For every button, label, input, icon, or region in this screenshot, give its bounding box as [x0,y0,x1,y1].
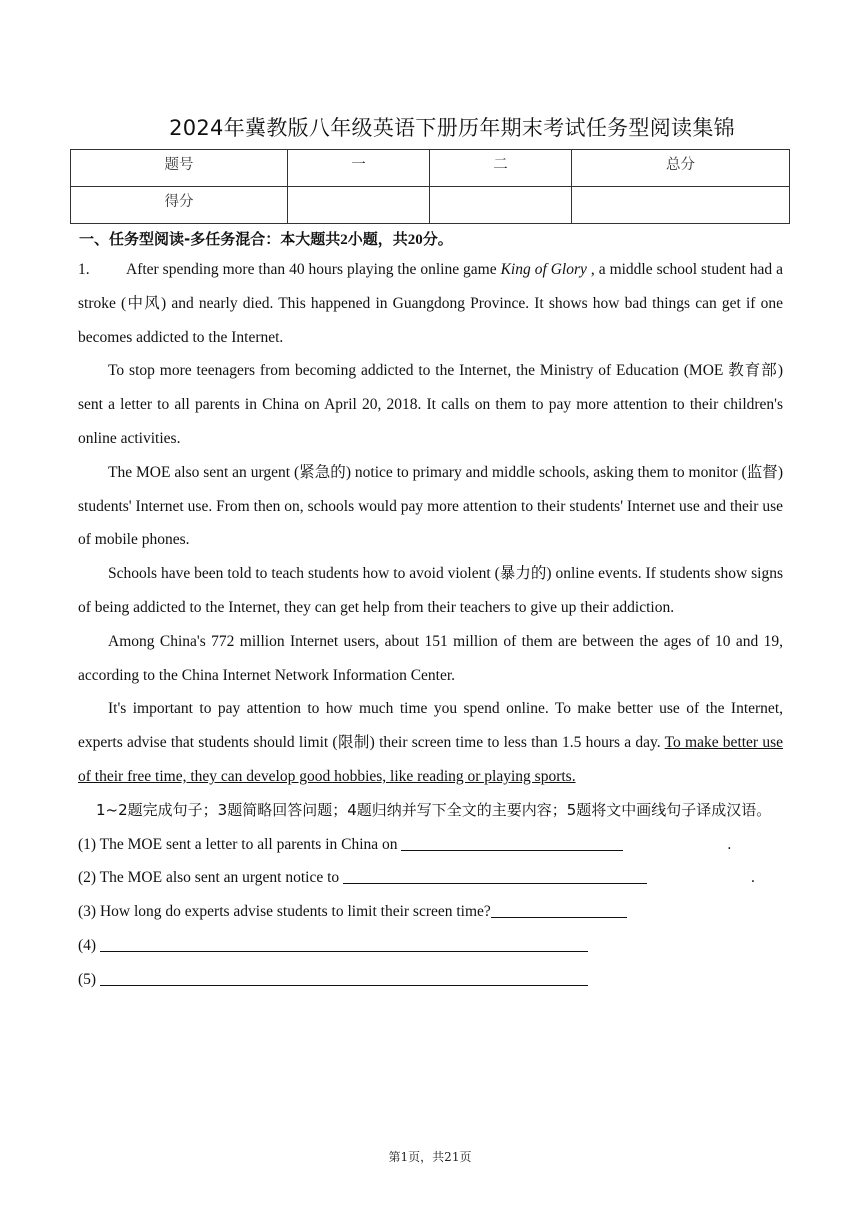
sub-question-label: (2) The MOE also sent an urgent notice to [78,869,344,887]
score-cell[interactable] [572,187,790,224]
score-cell[interactable] [288,187,430,224]
sub-question-label: (3) How long do experts advise students to limit their screen time? [78,903,491,921]
section-heading-suffix: 分。 [422,230,453,248]
passage-paragraph-3: The MOE also sent an urgent (紧急的) notice to primary and middle schools, asking them to monitor (监督) students' Internet use. From then on, schools would pay more attention to their students' Internet use and their use of mobile phones. [78,463,783,549]
section-points: 20 [407,232,423,248]
sub-question-3 [78,895,783,929]
score-table-score-row [71,187,790,224]
score-table-row-label: 得分 [71,187,288,224]
score-table-header-row [71,150,790,187]
sub-question-5 [78,963,783,997]
section-heading [79,228,453,249]
question-number: 1. [78,261,90,278]
sentence-end: . [751,869,755,887]
passage-text: After spending more than 40 hours playing the online game [126,261,501,278]
passage-paragraph-6 [78,692,783,793]
document-title: 2024年冀教版八年级英语下册历年期末考试任务型阅读集锦 [169,116,735,140]
sub-question-4 [78,929,783,963]
passage-paragraph-4: Schools have been told to teach students how to avoid violent (暴力的) online events. If students show signs of being addicted to the Internet, they can get help from their teachers to give up their addiction. [78,565,783,616]
page-footer: 第1页，共21页 [388,1150,472,1164]
answer-blank[interactable] [491,901,627,918]
sub-question-label: (5) [78,970,100,988]
score-table [70,149,790,224]
sub-question-2 [78,861,783,895]
passage-text: It's important to pay attention to how much time you spend online. To make better use of the Internet, experts advise that students should limit (限制) their screen time to less than 1.5 hours a day. [78,700,783,752]
score-table-header-cell: 总分 [572,150,790,187]
sub-question-label: (1) The MOE sent a letter to all parents in China on [78,835,402,853]
question-body [78,253,783,997]
answer-blank[interactable] [100,969,588,986]
passage-paragraph-2: To stop more teenagers from becoming addicted to the Internet, the Ministry of Education (MOE 教育部) sent a letter to all parents in China on April 20, 2018. It calls on them to pay more attention to their children's online activities. [78,362,783,447]
game-title: King of Glory [500,261,587,278]
sub-question-label: (4) [78,936,100,954]
underlined-sentence: To make better use of their free time, they can develop good hobbies, like reading or playing sports. [78,734,783,785]
sub-question-1 [78,828,783,862]
passage-text: , a middle school student had a stroke (中风) and nearly died. This happened in Guangdong Province. It shows how bad things can get if one becomes addicted to the Internet. [78,261,783,346]
score-table-header-cell: 题号 [71,150,288,187]
section-heading-prefix: 一、任务型阅读-多任务混合：本大题共 [79,230,341,248]
answer-blank[interactable] [343,867,647,884]
section-heading-mid: 小题，共 [347,230,408,248]
answer-blank[interactable] [401,834,623,851]
score-table-header-cell: 一 [288,150,430,187]
section-question-count: 2 [340,232,348,248]
sentence-end: . [727,835,732,853]
score-cell[interactable] [430,187,572,224]
answer-blank[interactable] [100,935,588,952]
passage-paragraph-1 [78,253,783,354]
task-instructions: 1~2题完成句子；3题简略回答问题；4题归纳并写下全文的主要内容；5题将文中画线句子译成汉语。 [96,800,772,819]
score-table-header-cell: 二 [430,150,572,187]
passage-paragraph-5: Among China's 772 million Internet users, about 151 million of them are between the ages of 10 and 19, according to the China Internet Network Information Center. [78,632,783,684]
